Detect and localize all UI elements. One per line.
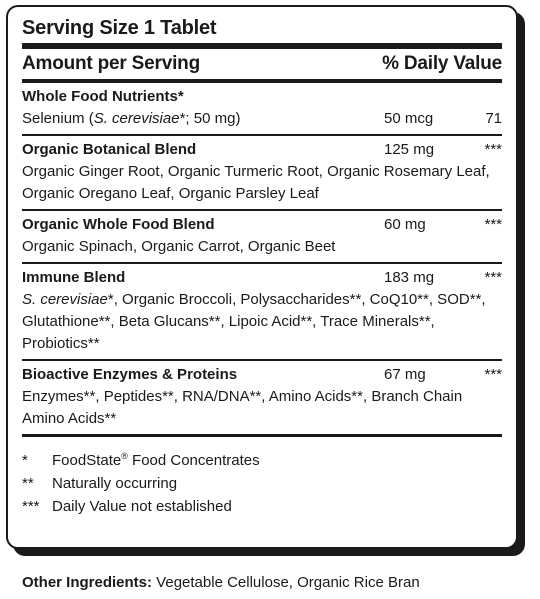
selenium-dv: 71 xyxy=(485,110,502,127)
enzymes-amount: 67 mg xyxy=(384,366,426,383)
immune-amount: 183 mg xyxy=(384,269,435,286)
whole-food-blend-amount: 60 mg xyxy=(384,216,426,233)
botanical-dv: *** xyxy=(484,141,502,158)
whole-food-blend-dv: *** xyxy=(484,216,502,233)
amount-label: Amount per Serving xyxy=(22,53,200,74)
enzymes-dv: *** xyxy=(484,366,502,383)
botanical-section xyxy=(22,136,502,209)
daily-value-label: % Daily Value xyxy=(382,53,502,74)
whole-food-blend-title: Organic Whole Food Blend xyxy=(22,216,215,233)
whole-food-title: Whole Food Nutrients* xyxy=(22,88,184,105)
column-header xyxy=(22,49,502,79)
other-ingredients-label: Other Ingredients: xyxy=(22,574,153,591)
immune-ingredients: S. cerevisiae*, Organic Broccoli, Polysaccharides**, CoQ10**, SOD**, Glutathione**, Beta Glucans**, Lipoic Acid**, Trace Minerals**, Probiotics** xyxy=(22,291,486,352)
immune-dv: *** xyxy=(484,269,502,286)
enzymes-section xyxy=(22,361,502,434)
serving-size: Serving Size 1 Tablet xyxy=(22,17,217,39)
botanical-amount: 125 mg xyxy=(384,141,435,158)
whole-food-blend-ingredients: Organic Spinach, Organic Carrot, Organic Beet xyxy=(22,238,336,255)
whole-food-blend-section xyxy=(22,211,502,262)
enzymes-ingredients: Enzymes**, Peptides**, RNA/DNA**, Amino Acids**, Branch Chain Amino Acids** xyxy=(22,388,463,427)
botanical-ingredients: Organic Ginger Root, Organic Turmeric Root, Organic Rosemary Leaf, Organic Oregano Leaf, Organic Parsley Leaf xyxy=(22,163,490,202)
whole-food-section xyxy=(22,83,502,134)
supplement-facts-panel xyxy=(6,5,518,549)
enzymes-title: Bioactive Enzymes & Proteins xyxy=(22,366,238,383)
footnotes xyxy=(22,437,502,518)
footnote: ** Naturally occurring xyxy=(22,475,178,492)
footnote: * FoodState® Food Concentrates xyxy=(22,451,260,469)
selenium-amount: 50 mcg xyxy=(384,110,434,127)
botanical-title: Organic Botanical Blend xyxy=(22,141,197,158)
selenium-name: Selenium (S. cerevisiae*; 50 mg) xyxy=(22,110,241,127)
selenium-row xyxy=(22,108,502,130)
other-ingredients xyxy=(22,574,420,591)
other-ingredients-text: Vegetable Cellulose, Organic Rice Bran xyxy=(152,574,420,591)
immune-title: Immune Blend xyxy=(22,269,126,286)
footnote: *** Daily Value not established xyxy=(22,498,232,515)
immune-section xyxy=(22,264,502,359)
